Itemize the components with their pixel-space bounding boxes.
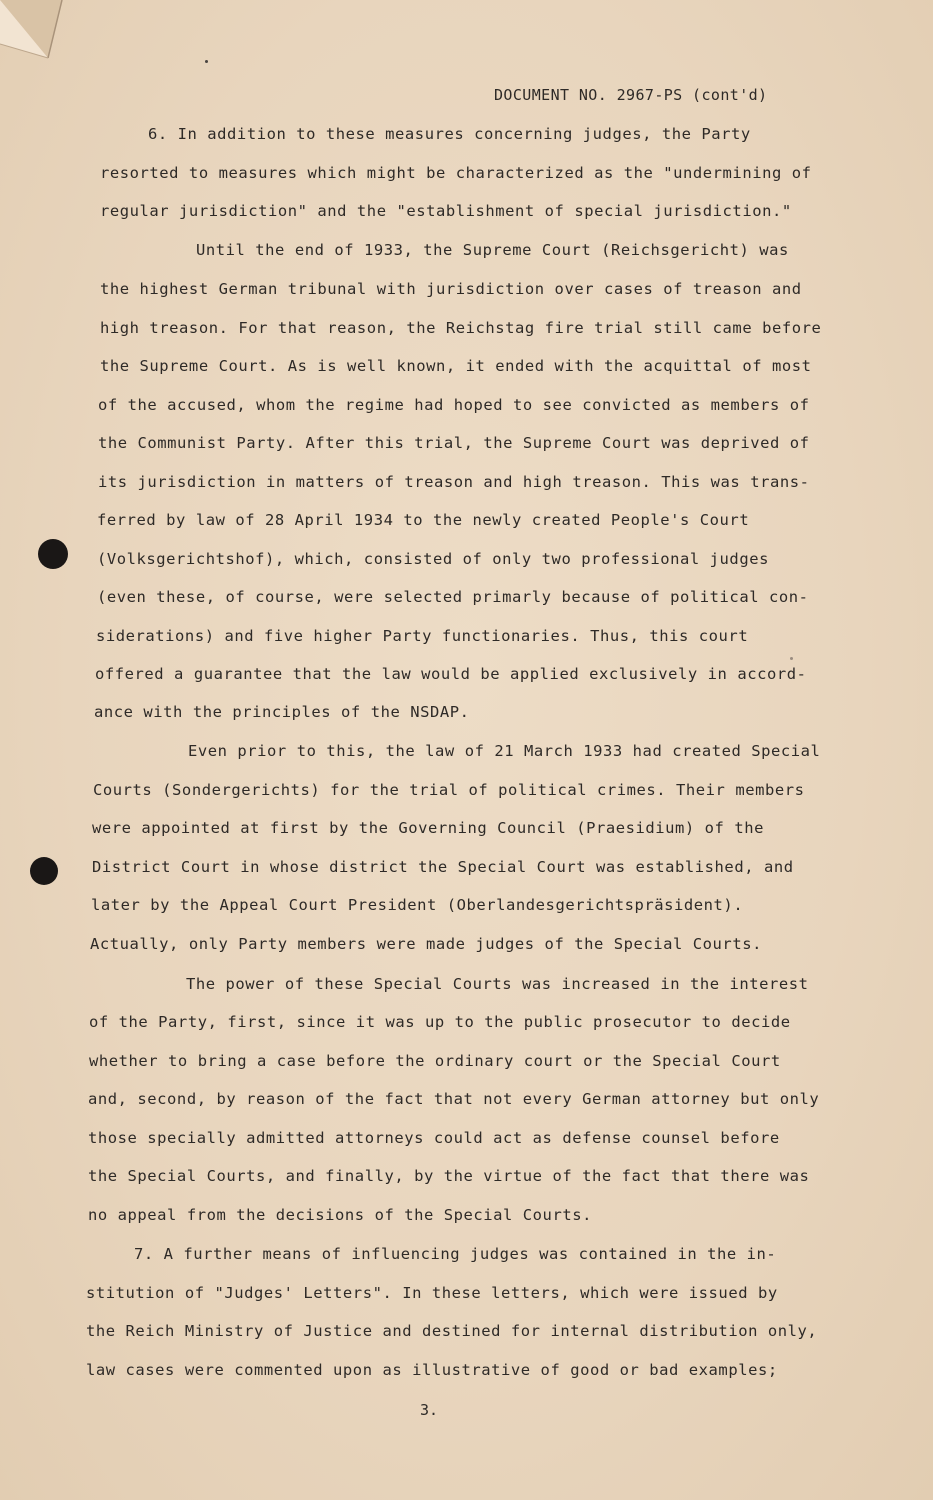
punch-hole-top [38,539,68,569]
text-line: its jurisdiction in matters of treason and high treason. This was trans- [98,473,810,491]
ink-speck [790,657,793,660]
text-line: Courts (Sondergerichts) for the trial of political crimes. Their members [93,781,805,799]
text-line: Until the end of 1933, the Supreme Court (Reichsgericht) was [196,241,789,259]
text-line: were appointed at first by the Governing Council (Praesidium) of the [92,819,764,837]
text-line: Actually, only Party members were made judges of the Special Courts. [90,935,762,953]
text-line: resorted to measures which might be characterized as the "undermining of [100,164,812,182]
text-line: no appeal from the decisions of the Special Courts. [88,1206,592,1224]
text-line: (even these, of course, were selected primarly because of political con- [97,588,809,606]
text-line: 6. In addition to these measures concerning judges, the Party [148,125,751,143]
document-number: DOCUMENT NO. 2967-PS (cont'd) [494,86,768,104]
text-line: regular jurisdiction" and the "establishment of special jurisdiction." [100,202,792,220]
folded-corner [0,0,70,70]
ink-speck [205,60,208,63]
text-line: high treason. For that reason, the Reichstag fire trial still came before [100,319,822,337]
text-line: offered a guarantee that the law would be applied exclusively in accord- [95,665,807,683]
text-line: Even prior to this, the law of 21 March 1933 had created Special [188,742,821,760]
text-line: those specially admitted attorneys could act as defense counsel before [88,1129,780,1147]
text-line: ferred by law of 28 April 1934 to the newly created People's Court [97,511,750,529]
text-line: the Supreme Court. As is well known, it ended with the acquittal of most [100,357,812,375]
text-line: 7. A further means of influencing judges was contained in the in- [134,1245,777,1263]
text-line: stitution of "Judges' Letters". In these letters, which were issued by [86,1284,778,1302]
page-number: 3. [420,1401,439,1419]
text-line: ance with the principles of the NSDAP. [94,703,470,721]
text-line: later by the Appeal Court President (Oberlandesgerichtspräsident). [91,896,744,914]
text-line: whether to bring a case before the ordinary court or the Special Court [89,1052,781,1070]
text-line: siderations) and five higher Party functionaries. Thus, this court [96,627,749,645]
text-line: (Volksgerichtshof), which, consisted of only two professional judges [97,550,769,568]
text-line: of the Party, first, since it was up to the public prosecutor to decide [89,1013,791,1031]
text-line: the Communist Party. After this trial, the Supreme Court was deprived of [98,434,810,452]
text-line: District Court in whose district the Special Court was established, and [92,858,794,876]
text-line: and, second, by reason of the fact that not every German attorney but only [88,1090,820,1108]
text-line: The power of these Special Courts was increased in the interest [186,975,809,993]
punch-hole-bottom [30,857,58,885]
text-line: the highest German tribunal with jurisdiction over cases of treason and [100,280,802,298]
text-line: the Reich Ministry of Justice and destined for internal distribution only, [86,1322,818,1340]
text-line: the Special Courts, and finally, by the virtue of the fact that there was [88,1167,810,1185]
text-line: law cases were commented upon as illustrative of good or bad examples; [86,1361,778,1379]
text-line: of the accused, whom the regime had hoped to see convicted as members of [98,396,810,414]
